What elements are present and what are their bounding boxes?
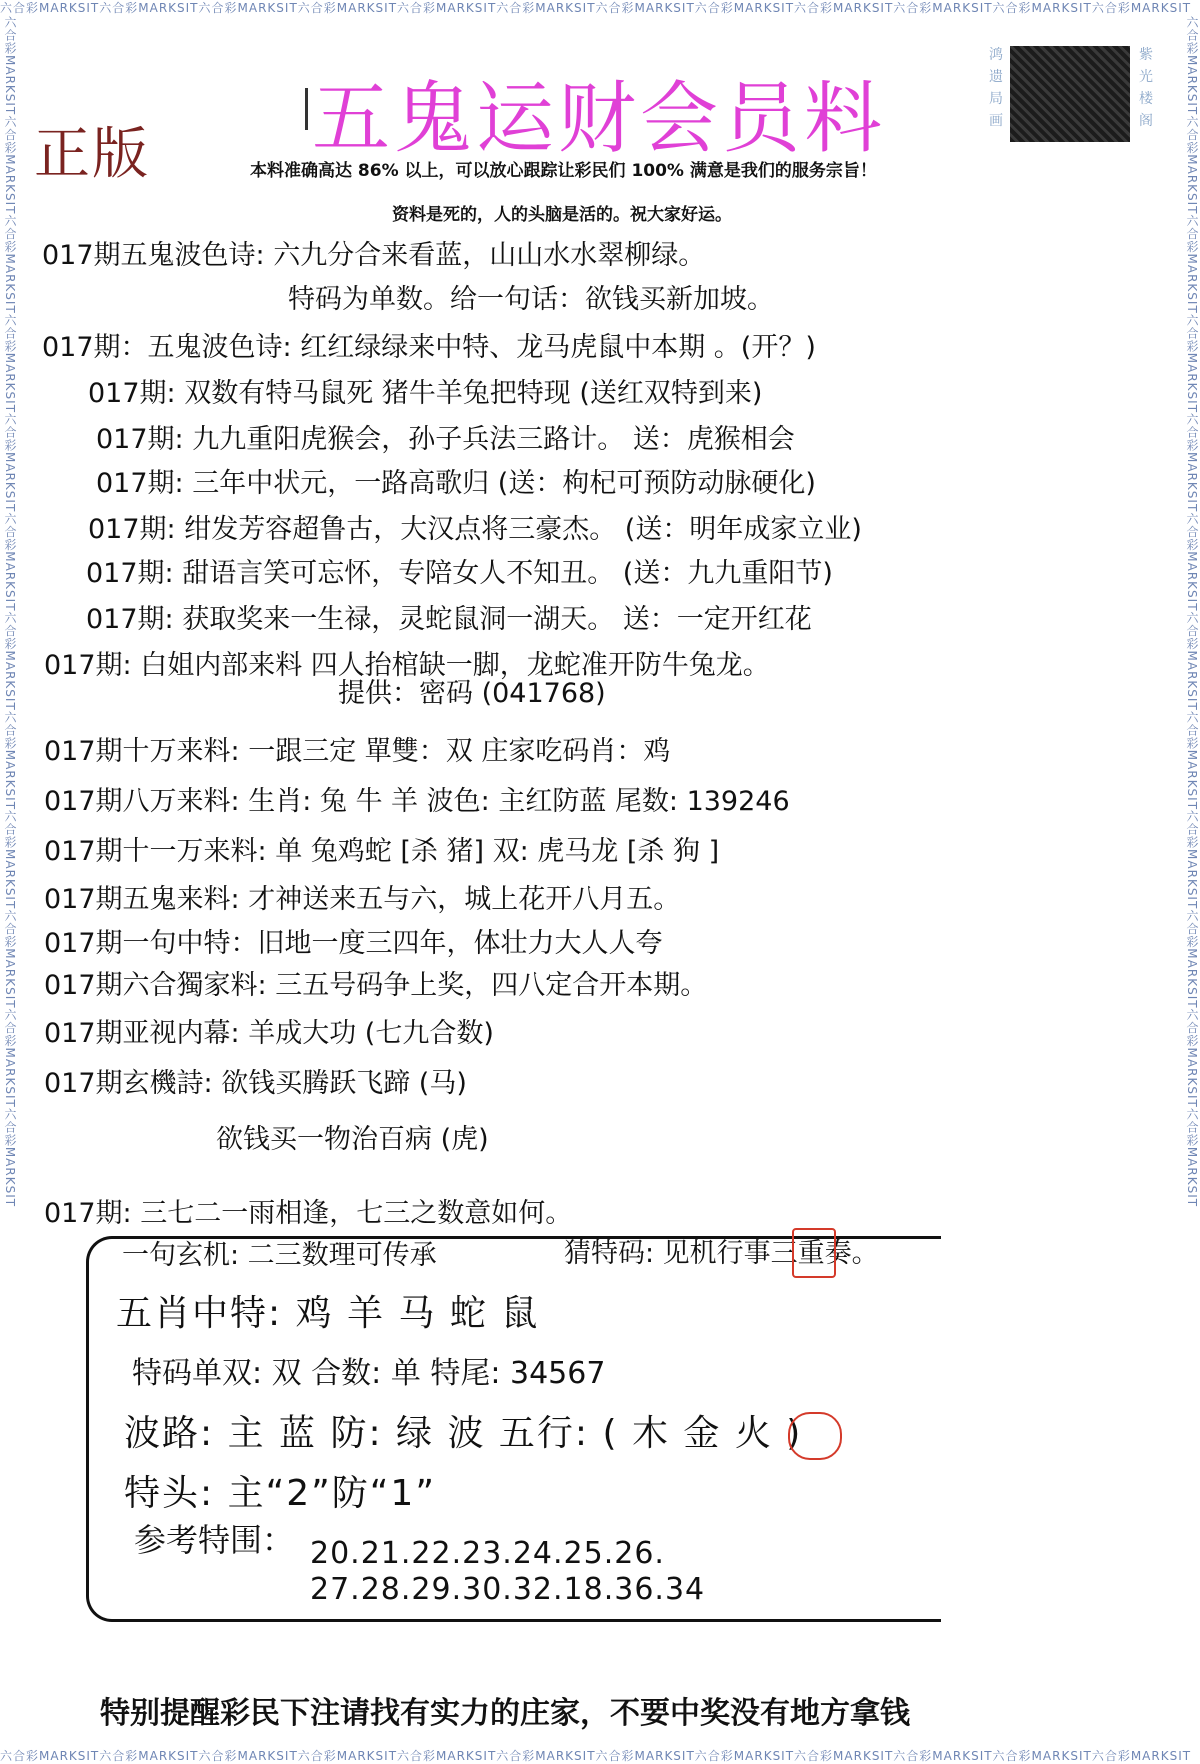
box-cankao-row2: 27.28.29.30.32.18.36.34	[310, 1572, 706, 1607]
line-shiyiwan: 017期十一万来料: 单 兔鸡蛇 [杀 猪] 双: 虎马龙 [杀 狗 ]	[44, 836, 720, 867]
watermark-border-bottom: 六合彩MARKSIT六合彩MARKSIT六合彩MARKSIT六合彩MARKSIT六合彩MARKSIT六合彩MARKSIT六合彩MARKSIT六合彩MARKSIT六合彩MARKSIT六合彩MARKSIT六合彩MARKSIT六合彩MARKSIT	[0, 1749, 1192, 1763]
page-title: 五鬼运财会员料	[312, 74, 887, 164]
box-tetou: 特头: 主“2”防“1”	[124, 1473, 436, 1514]
watermark-border-right: 六合彩MARKSIT六合彩MARKSIT六合彩MARKSIT六合彩MARKSIT六合彩MARKSIT六合彩MARKSIT六合彩MARKSIT六合彩MARKSIT六合彩MARKSIT六合彩MARKSIT六合彩MARKSIT六合彩MARKSIT	[1185, 16, 1199, 1208]
line-yashi: 017期亚视内幕: 羊成大功 (七九合数)	[44, 1018, 494, 1049]
genuine-stamp-text: 正版	[34, 122, 150, 187]
line-xuanji-poem: 017期玄機詩: 欲钱买腾跃飞蹄 (马)	[44, 1068, 467, 1099]
watermark-border-left: 六合彩MARKSIT六合彩MARKSIT六合彩MARKSIT六合彩MARKSIT六合彩MARKSIT六合彩MARKSIT六合彩MARKSIT六合彩MARKSIT六合彩MARKSIT六合彩MARKSIT六合彩MARKSIT六合彩MARKSIT	[3, 16, 17, 1208]
line-yiju-zhongte: 017期一句中特：旧地一度三四年，体壮力大人人夸	[44, 928, 663, 959]
box-danshuang: 特码单双: 双 合数: 单 特尾: 34567	[132, 1356, 606, 1391]
qr-caption-right: 紫光楼阁	[1139, 47, 1153, 129]
line-wugui-bose-poem-2: 017期：五鬼波色诗: 红红绿绿来中特、龙马虎鼠中本期 。(开？)	[42, 332, 816, 363]
box-xuanji: 一句玄机: 二三数理可传承	[122, 1240, 437, 1271]
box-caite: 猜特码: 见机行事三重奏。	[564, 1238, 879, 1269]
qr-code-image	[1010, 46, 1130, 142]
box-cankao-label: 参考特围：	[134, 1521, 295, 1559]
line-wugui-lailiao: 017期五鬼来料: 才神送来五与六，城上花开八月五。	[44, 884, 681, 915]
title-divider	[305, 88, 308, 130]
watermark-border-top: 六合彩MARKSIT六合彩MARKSIT六合彩MARKSIT六合彩MARKSIT六合彩MARKSIT六合彩MARKSIT六合彩MARKSIT六合彩MARKSIT六合彩MARKSIT六合彩MARKSIT六合彩MARKSIT六合彩MARKSIT	[0, 1, 1192, 15]
red-annotation-circle	[788, 1412, 842, 1460]
line-tema-odd: 特码为单数。给一句话：欲钱买新加坡。	[288, 284, 774, 315]
line-sanqi: 017期: 三七二一雨相逢，七三之数意如何。	[44, 1198, 573, 1229]
qr-code-block	[986, 44, 1156, 144]
accuracy-notice: 本料准确高达 86% 以上，可以放心跟踪让彩民们 100% 满意是我们的服务宗旨！	[250, 161, 877, 181]
box-cankao-row1: 20.21.22.23.24.25.26.	[310, 1536, 665, 1571]
footer-warning: 特别提醒彩民下注请找有实力的庄家，不要中奖没有地方拿钱	[100, 1696, 910, 1731]
line-ganfa: 017期: 绀发芳容超鲁古，大汉点将三豪杰。 (送：明年成家立业)	[88, 514, 862, 545]
line-zhuangyuan: 017期: 三年中状元，一路高歌归 (送：枸杞可预防动脉硬化)	[96, 468, 816, 499]
box-bolu: 波路: 主 蓝 防: 绿 波 五行: ( 木 金 火 )	[124, 1413, 803, 1454]
line-wugui-bose-poem: 017期五鬼波色诗: 六九分合来看蓝，山山水水翠柳绿。	[42, 240, 706, 271]
qr-caption-left: 鸿遗局画	[989, 47, 1003, 129]
line-even-numbers: 017期: 双数有特马鼠死 猪牛羊兔把特现 (送红双特到来)	[88, 378, 763, 409]
line-tianyu: 017期: 甜语言笑可忘怀，专陪女人不知丑。 (送：九九重阳节)	[86, 558, 833, 589]
line-baijie: 017期: 白姐内部来料 四人抬棺缺一脚，龙蛇准开防牛兔龙。	[44, 650, 770, 681]
line-liuhe-dujia: 017期六合獨家料: 三五号码争上奖，四八定合开本期。	[44, 970, 708, 1001]
line-double-ninth: 017期: 九九重阳虎猴会，孙子兵法三路计。 送：虎猴相会	[96, 424, 795, 455]
box-wuxiao: 五肖中特: 鸡 羊 马 蛇 鼠	[116, 1293, 540, 1334]
good-luck-notice: 资料是死的，人的头脑是活的。祝大家好运。	[392, 205, 732, 225]
line-shiwan: 017期十万来料: 一跟三定 單雙：双 庄家吃码肖：鸡	[44, 736, 671, 767]
line-huoqu: 017期: 获取奖来一生禄，灵蛇鼠洞一湖天。 送：一定开红花	[86, 604, 812, 635]
red-annotation-mark	[792, 1228, 836, 1278]
line-xuanji-poem-2: 欲钱买一物治百病 (虎)	[216, 1124, 489, 1155]
line-password: 提供：密码 (041768)	[338, 678, 606, 709]
line-bawan: 017期八万来料: 生肖: 兔 牛 羊 波色: 主红防蓝 尾数: 139246	[44, 786, 790, 817]
